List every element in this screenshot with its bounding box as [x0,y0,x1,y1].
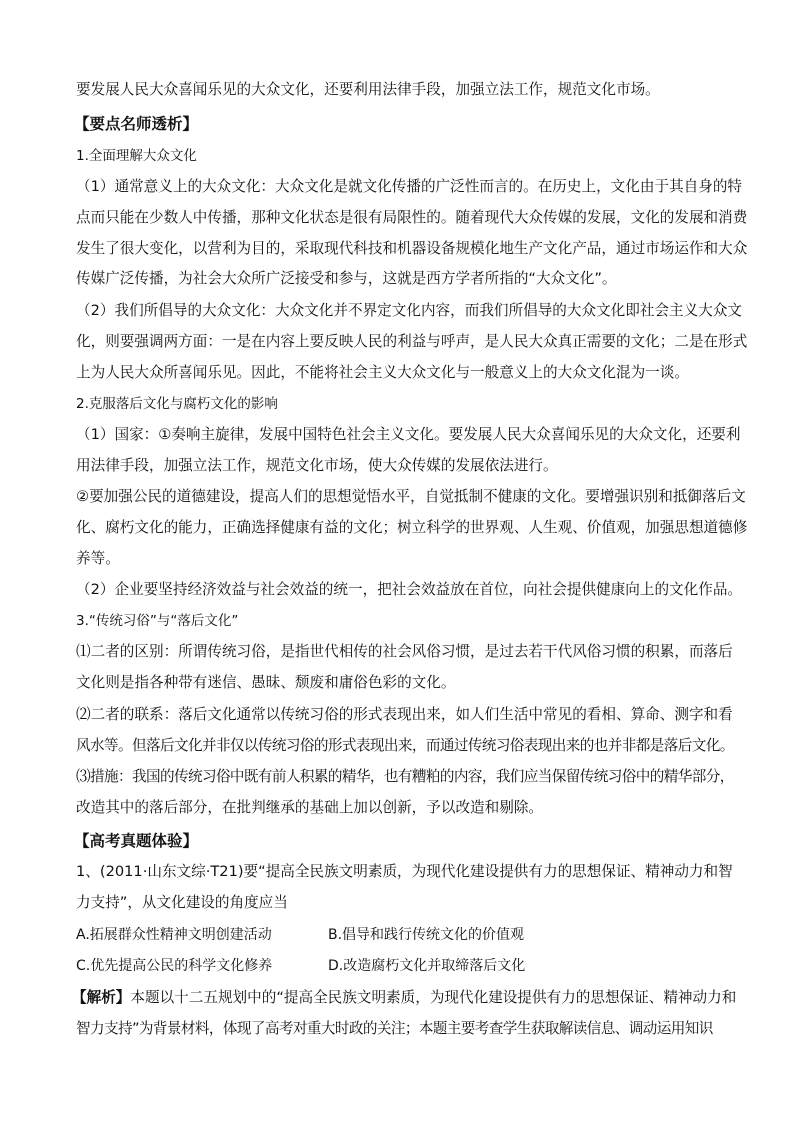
point3-title: 3.“传统习俗”与“落后文化” [76,613,239,629]
section-heading-key-points: 【要点名师透析】 [74,115,199,133]
option-d: D.改造腐朽文化并取缔落后文化 [328,958,526,974]
analysis-text-start: 本题以十二五规划中的“提高全民族文明素质，为现代化建设提供有力的思想保证、精神动力和 [130,989,737,1006]
point1-p1-line1: （1）通常意义上的大众文化：大众文化是就文化传播的广泛性而言的。在历史上，文化由于其自身的特 [76,178,743,195]
point2-p2-line3: 养等。 [76,550,120,567]
point2-p2-line2: 化、腐朽文化的能力，正确选择健康有益的文化；树立科学的世界观、人生观、价值观，加强思想道德修 [76,519,748,536]
point2-title: 2.克服落后文化与腐朽文化的影响 [76,396,278,412]
point3-p2-line2: 风水等。但落后文化并非仅以传统习俗的形式表现出来，而通过传统习俗表现出来的也并非都是落后文化。 [76,737,734,754]
point2-p3-line1: （2）企业要坚持经济效益与社会效益的统一，把社会效益放在首位，向社会提供健康向上的文化作品。 [76,581,743,598]
point3-p2-line1: ⑵二者的联系：落后文化通常以传统习俗的形式表现出来，如人们生活中常见的看相、算命、测字和看 [76,706,733,723]
point1-p2-line1: （2）我们所倡导的大众文化：大众文化并不界定文化内容，而我们所倡导的大众文化即社会主义大众文 [76,302,743,319]
point2-p1-line2: 用法律手段，加强立法工作，规范文化市场，使大众传媒的发展依法进行。 [76,457,558,474]
point2-p2-line1: ②要加强公民的道德建设，提高人们的思想觉悟水平，自觉抵制不健康的文化。要增强识别和抵御落后文 [76,488,746,505]
option-a: A.拓展群众性精神文明创建活动 [76,927,272,943]
question1-line1: 1、(2011·山东文综·T21)要“提高全民族文明素质，为现代化建设提供有力的思想保证、精神动力和智 [76,863,733,880]
point1-title: 1.全面理解大众文化 [76,148,197,164]
analysis-line1 [72,988,737,1008]
option-b: B.倡导和践行传统文化的价值观 [328,927,525,943]
point3-p3-line2: 改造其中的落后部分，在批判继承的基础上加以创新，予以改造和剔除。 [76,799,544,816]
point1-p2-line2: 化，则要强调两方面：一是在内容上要反映人民的利益与呼声，是人民大众真正需要的文化；二是在形式 [76,333,748,350]
point3-p3-line1: ⑶措施：我国的传统习俗中既有前人积累的精华，也有糟粕的内容，我们应当保留传统习俗中的精华部分， [76,768,734,785]
point2-p1-line1: （1）国家：①奏响主旋律，发展中国特色社会主义文化。要发展人民大众喜闻乐见的大众文化，还要利 [76,426,741,443]
point1-p1-line3: 发生了很大变化，以营利为目的，采取现代科技和机器设备规模化地生产文化产品，通过市场运作和大众 [76,240,748,257]
point1-p1-line4: 传媒广泛传播，为社会大众所广泛接受和参与，这就是西方学者所指的“大众文化”。 [76,270,617,287]
analysis-line2: 智力支持”为背景材料，体现了高考对重大时政的关注；本题主要考查学生获取解读信息、调动运用知识 [76,1020,713,1037]
analysis-label: 【解析】 [72,989,131,1006]
section-heading-exam-questions: 【高考真题体验】 [74,832,199,850]
intro-line: 要发展人民大众喜闻乐见的大众文化，还要利用法律手段，加强立法工作，规范文化市场。 [76,81,660,98]
point1-p2-line3: 上为人民大众所喜闻乐见。因此，不能将社会主义大众文化与一般意义上的大众文化混为一谈。 [76,364,689,381]
question1-line2: 力支持”，从文化建设的角度应当 [76,894,288,911]
point3-p1-line2: 文化则是指各种带有迷信、愚昧、颓废和庸俗色彩的文化。 [76,674,456,691]
point1-p1-line2: 点而只能在少数人中传播，那种文化状态是很有局限性的。随着现代大众传媒的发展，文化的发展和消费 [76,209,748,226]
option-c: C.优先提高公民的科学文化修养 [76,958,273,974]
point3-p1-line1: ⑴二者的区别：所谓传统习俗，是指世代相传的社会风俗习惯，是过去若干代风俗习惯的积累，而落后 [76,643,733,660]
